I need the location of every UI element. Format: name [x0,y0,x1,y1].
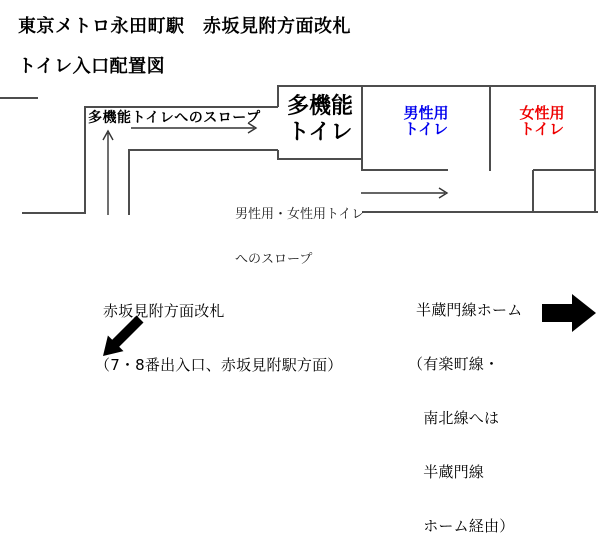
gate-note-line1: 赤坂見附方面改札 [103,302,225,320]
mens-toilet-label-line1: 男性用 [403,104,449,122]
platform-note-line5: ホーム経由） [408,517,515,535]
upper-slope-label: 多機能トイレへのスロープ [88,110,261,126]
platform-note-line3: 南北線へは [408,409,500,427]
mens-toilet-label [366,105,486,137]
womens-toilet-label-line1: 女性用 [519,104,565,122]
multi-function-toilet-label [278,94,362,146]
title-line1: 東京メトロ永田町駅 赤坂見附方面改札 [18,16,351,37]
platform-note-line2: （有楽町線・ [408,355,500,373]
womens-toilet-label-line2: トイレ [519,120,565,138]
womens-toilet-label [482,105,600,137]
platform-note-line1: 半蔵門線ホーム [416,301,523,319]
multi-function-toilet-label-line2: トイレ [287,120,353,145]
gate-note-line2: （7・8番出入口、赤坂見附駅方面） [95,356,343,374]
platform-direction-arrow-icon [542,294,596,332]
title-line2: トイレ入口配置図 [18,56,166,77]
platform-note-line4: 半蔵門線 [408,463,485,481]
page-title [18,17,351,77]
platform-note [408,265,522,553]
lower-slope-label-line1: 男性用・女性用トイレ [235,207,365,222]
multi-function-toilet-label-line1: 多機能 [286,94,353,119]
mens-toilet-label-line2: トイレ [403,120,449,138]
gate-note [95,266,343,392]
lower-slope-label-line2: へのスロープ [235,252,313,267]
